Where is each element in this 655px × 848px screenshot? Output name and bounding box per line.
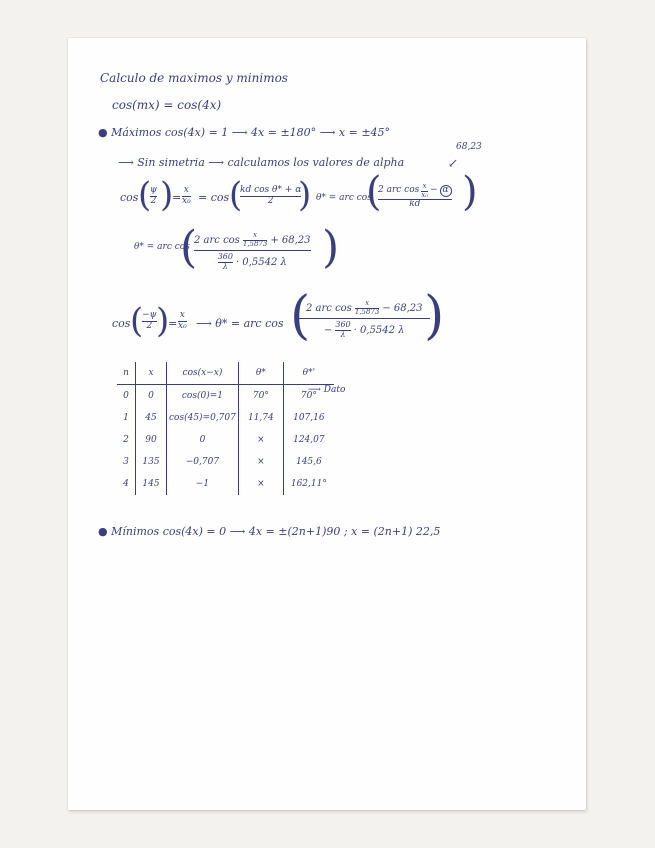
table-cell: 145,6 [283, 451, 334, 473]
paren-open: ( [290, 286, 311, 346]
table-cell: 162,11° [283, 473, 334, 495]
eq1-arc-inner-fraction [421, 183, 428, 199]
paren-close: ) [462, 169, 478, 215]
paren-open: ( [130, 301, 144, 341]
table-cell: cos(0)=1 [167, 385, 239, 408]
table-cell: 135 [136, 451, 167, 473]
table-cell: 1 [123, 413, 129, 423]
paren-open: ( [366, 169, 382, 215]
eq2-denominator [218, 253, 287, 272]
eq1-lhs-num: ψ [150, 185, 158, 195]
table-cell: 70° [283, 385, 334, 408]
table-cell: 11,74 [238, 407, 283, 429]
main-equation: cos(mx) = cos(4x) [112, 98, 222, 112]
table-cell: 2 [123, 435, 129, 445]
page-title: Calculo de maximos y minimos [100, 71, 288, 85]
table-header-cell: cos(x−x) [167, 362, 239, 385]
table-row [117, 407, 334, 429]
eq3-inner-num: x [365, 299, 370, 307]
eq1-arc-inner-den: x₀ [421, 190, 428, 199]
eq3-lhs-fraction [142, 311, 157, 332]
eq3-mid-num: x [179, 310, 185, 320]
eq2-num-post: + 68,23 [270, 234, 311, 246]
table-cell: × [238, 451, 283, 473]
table-row [117, 451, 334, 473]
eq3-denominator [324, 321, 405, 340]
eq1-arc-fraction [378, 183, 452, 210]
annotation-value: 68,23 [456, 142, 482, 152]
table-note: ⟶ Dato [308, 385, 346, 395]
eq2-inner-num: x [253, 231, 258, 239]
paren-open: ( [138, 175, 152, 215]
eq1-arc-den: kd [409, 199, 421, 210]
table-cell: 45 [136, 407, 167, 429]
equals-sign: = [172, 191, 182, 204]
eq3-den-fraction [335, 321, 350, 340]
equals-sign: = [168, 317, 178, 330]
table-cell: 145 [136, 473, 167, 495]
table-row [117, 429, 334, 451]
minimos-label: Mínimos [111, 525, 160, 538]
eq3-num-pre: 2 arc cos [306, 302, 352, 314]
eq2-den-num: 360 [217, 252, 233, 262]
eq3-mid-den: x₀ [178, 320, 187, 331]
eq3-lhs-num: −ψ [142, 310, 157, 320]
table-cell: 0 [136, 385, 167, 408]
eq1-lhs-den: 2 [150, 195, 157, 206]
eq3-numerator [306, 300, 423, 316]
eq1-mid-fraction [182, 186, 191, 207]
table-cell: 0 [123, 391, 129, 401]
eq3-arrow: ⟶ θ* = arc cos [196, 317, 284, 330]
eq3-num-post: − 68,23 [382, 302, 423, 314]
eq2-numerator [194, 232, 311, 248]
table-cell: 4 [123, 479, 129, 489]
table-cell: 90 [136, 429, 167, 451]
paren-close: ) [160, 175, 174, 215]
table-row [117, 385, 334, 408]
eq3-mid-fraction [178, 311, 187, 332]
eq2-den-fraction [218, 253, 233, 272]
maximos-label: Máximos [111, 126, 162, 139]
eq1-eqcos: = cos [198, 191, 230, 204]
eq3-lhs-den: 2 [146, 320, 153, 331]
fraction-bar [299, 318, 429, 319]
eq1-lhs-fraction [150, 186, 157, 207]
eq3-den-pre: − [323, 325, 333, 337]
minimos-line [98, 526, 440, 537]
table-cell: × [238, 473, 283, 495]
eq1-arc-pre: 2 arc cos [378, 185, 420, 196]
eq1-theta-label: θ* = arc cos [316, 193, 372, 203]
eq3-inner-den: 1,5873 [354, 307, 380, 316]
table-header-cell: θ* [238, 362, 283, 385]
table-cell: cos(45)=0,707 [167, 407, 239, 429]
table-header-cell: n [117, 362, 136, 385]
fraction-bar [194, 250, 311, 251]
eq3-den-num: 360 [335, 320, 351, 330]
eq2-den-den: λ [222, 262, 228, 272]
table-cell: 70° [238, 385, 283, 408]
eq1-rhs-fraction [240, 186, 301, 207]
eq2-den-post: · 0,5542 λ [235, 257, 287, 269]
eq3-lhs: cos [112, 317, 131, 330]
eq1-rhs-num: kd cos θ* + α [240, 185, 302, 195]
paren-open: ( [229, 175, 243, 215]
eq2-fraction [194, 232, 311, 272]
paren-close: ) [424, 286, 445, 346]
results-table [117, 362, 334, 495]
eq1-rhs-den: 2 [267, 195, 274, 206]
sin-simetria-note: ⟶ Sin simetria ⟶ calculamos los valores de alpha [118, 156, 405, 169]
table-cell: 107,16 [283, 407, 334, 429]
table-cell: 3 [123, 457, 129, 467]
paren-close: ) [322, 222, 340, 273]
table-header-cell: x [136, 362, 167, 385]
eq3-den-den: λ [340, 330, 346, 340]
eq3-inner-fraction [355, 300, 380, 316]
arrow-down-icon: ↙ [448, 156, 459, 170]
paren-close: ) [298, 175, 312, 215]
table-cell: × [238, 429, 283, 451]
minimos-equation: cos(4x) = 0 ⟶ 4x = ±(2n+1)90 ; x = (2n+1) 22,5 [162, 525, 441, 538]
paren-close: ) [156, 301, 170, 341]
maximos-equation: cos(4x) = 1 ⟶ 4x = ±180° ⟶ x = ±45° [164, 126, 391, 139]
eq1-mid-num: x [183, 185, 189, 195]
table-cell: 0 [167, 429, 239, 451]
table-header-row [117, 362, 334, 385]
eq2-inner-fraction [243, 232, 268, 248]
table-row [117, 473, 334, 495]
eq3-fraction [306, 300, 423, 340]
eq2-label: θ* = arc cos [134, 242, 190, 252]
eq1-arc-post: − [430, 185, 438, 196]
table-cell: −0,707 [167, 451, 239, 473]
bullet-icon: ● [98, 126, 108, 139]
eq1-mid-den: x₀ [182, 195, 191, 206]
table-cell: −1 [167, 473, 239, 495]
table-header-cell: θ*' [283, 362, 334, 385]
eq2-inner-den: 1,5873 [242, 239, 268, 248]
eq3-den-post: · 0,5542 λ [353, 325, 405, 337]
eq1-arc-numerator [378, 183, 452, 199]
maximos-line [98, 127, 390, 138]
eq2-num-pre: 2 arc cos [194, 234, 240, 246]
eq1-arc-inner-num: x [422, 182, 427, 190]
table-cell: 124,07 [283, 429, 334, 451]
paren-open: ( [180, 222, 198, 273]
bullet-icon: ● [98, 525, 108, 538]
eq1-arc-circled: α [440, 185, 452, 197]
eq1-lhs: cos [120, 191, 139, 204]
